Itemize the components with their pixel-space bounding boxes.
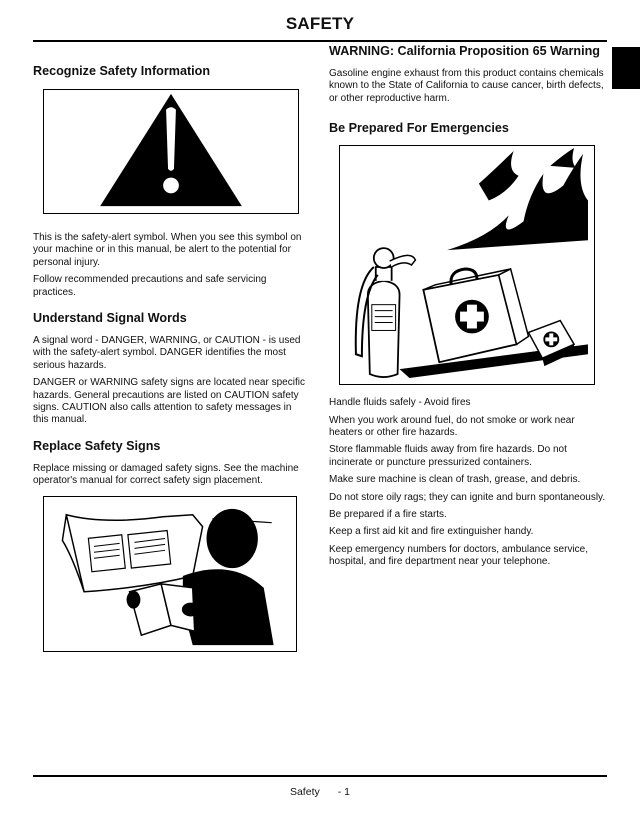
safety-sign-figure bbox=[43, 496, 297, 652]
left-column bbox=[33, 64, 309, 652]
para-oily-rags: Do not store oily rags; they can ignite and burn spontaneously. bbox=[329, 491, 606, 503]
para-safety-alert-symbol: This is the safety-alert symbol. When you see this symbol on your machine or in this manual, be alert to the potential for personal injury. bbox=[33, 232, 302, 268]
person-reading-manual-icon bbox=[44, 497, 296, 651]
para-work-around-fuel: When you work around fuel, do not smoke or work near heaters or other fire hazards. bbox=[329, 414, 575, 439]
heading-signal-words: Understand Signal Words bbox=[33, 311, 187, 326]
page-number: - 1 bbox=[337, 786, 351, 798]
page-footer bbox=[0, 786, 640, 798]
para-be-prepared: Be prepared if a fire starts. bbox=[329, 509, 447, 521]
para-replace-signs: Replace missing or damaged safety signs. See the machine operator's manual for correct safety sign placement. bbox=[33, 462, 299, 487]
section-tab bbox=[612, 47, 640, 89]
heading-prop65-warning: WARNING: California Proposition 65 Warning bbox=[329, 44, 601, 58]
para-handle-fluids: Handle fluids safely - Avoid fires bbox=[329, 397, 471, 409]
heading-emergencies: Be Prepared For Emergencies bbox=[329, 121, 509, 136]
header-rule bbox=[33, 40, 607, 42]
para-emergency-numbers: Keep emergency numbers for doctors, ambulance service, hospital, and fire department near your telephone. bbox=[329, 543, 589, 568]
safety-alert-figure bbox=[43, 89, 299, 214]
footer-rule bbox=[33, 775, 607, 777]
para-follow-precautions: Follow recommended precautions and safe servicing practices. bbox=[33, 274, 267, 298]
fire-extinguisher-first-aid-icon bbox=[340, 146, 594, 384]
para-danger-warning: DANGER or WARNING safety signs are located near specific hazards. General precautions are listed on CAUTION safety signs. CAUTION also calls attention to safety messages in this manual. bbox=[33, 377, 305, 426]
para-prop65: Gasoline engine exhaust from this product contains chemicals known to the State of California to cause cancer, birth defects, or other reproductive harm. bbox=[329, 68, 604, 104]
right-column bbox=[329, 44, 607, 574]
para-store-flammable: Store flammable fluids away from fire hazards. Do not incinerate or puncture pressurized containers. bbox=[329, 444, 567, 468]
para-signal-word: A signal word - DANGER, WARNING, or CAUTION - is used with the safety-alert symbol. DANGER identifies the most serious hazards. bbox=[33, 335, 301, 371]
heading-replace-signs: Replace Safety Signs bbox=[33, 438, 161, 453]
safety-alert-triangle-icon bbox=[44, 90, 298, 213]
para-first-aid-kit: Keep a first aid kit and fire extinguisher handy. bbox=[329, 526, 534, 538]
emergency-figure bbox=[339, 145, 595, 385]
para-machine-clean: Make sure machine is clean of trash, grease, and debris. bbox=[329, 474, 581, 486]
heading-recognize-safety: Recognize Safety Information bbox=[33, 64, 211, 78]
footer-section: Safety bbox=[289, 786, 320, 798]
page-title: SAFETY bbox=[285, 14, 355, 33]
